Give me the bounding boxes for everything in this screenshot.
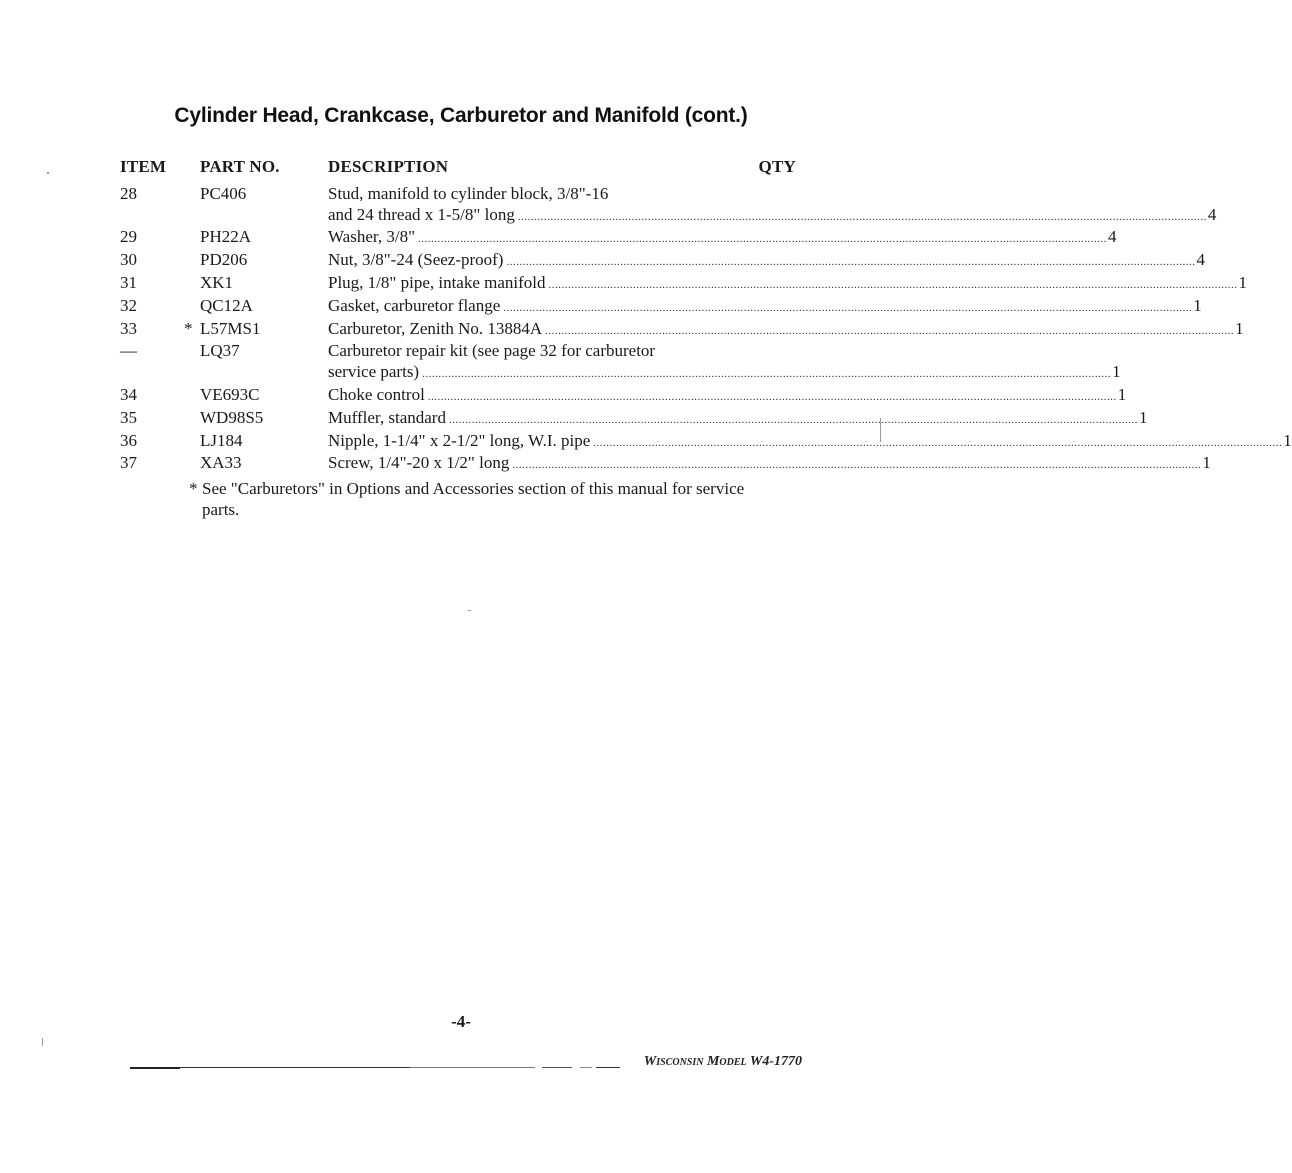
part-number-cell <box>200 431 328 454</box>
description-text: Screw, 1/4"-20 x 1/2" long <box>328 453 510 473</box>
quantity: 1 <box>1202 453 1211 473</box>
part-number: XK1 <box>200 272 234 292</box>
table-row <box>120 250 1205 273</box>
description-text: Nipple, 1-1/4" x 2-1/2" long, W.I. pipe <box>328 430 591 450</box>
item-number: 35 <box>120 407 137 427</box>
description-cell <box>328 250 1205 273</box>
footer-divider <box>596 1067 620 1068</box>
dot-leader <box>512 455 1201 476</box>
footer-divider <box>130 1067 180 1069</box>
part-number: LQ37 <box>200 341 240 361</box>
quantity: 1 <box>1283 430 1292 450</box>
scan-speck <box>47 172 49 174</box>
parts-table <box>120 157 1292 476</box>
description-line <box>328 341 1121 362</box>
description-cell <box>328 453 1211 476</box>
part-number-cell <box>200 250 328 273</box>
description-text: Gasket, carburetor flange <box>328 295 501 315</box>
part-number-cell <box>184 318 328 342</box>
description-line <box>328 184 1216 205</box>
column-header-item: ITEM <box>120 157 167 176</box>
description-text: Muffler, standard <box>328 407 446 427</box>
description-line <box>328 296 1202 319</box>
table-row <box>120 384 1127 408</box>
table-row <box>120 295 1202 319</box>
footer-model-label: Wisconsin Model W4-1770 <box>643 1054 802 1069</box>
scan-speck <box>42 1038 43 1046</box>
footnote-asterisk: * <box>184 318 193 338</box>
dot-leader <box>545 321 1234 342</box>
part-number: L57MS1 <box>200 318 261 338</box>
quantity: 4 <box>1196 250 1205 270</box>
description-text: and 24 thread x 1-5/8" long <box>328 204 515 224</box>
description-line <box>328 431 1292 454</box>
quantity: 1 <box>1138 407 1148 427</box>
dot-leader <box>428 387 1117 408</box>
description-line <box>328 408 1147 431</box>
description-cell <box>328 227 1117 250</box>
description-cell <box>328 431 1292 454</box>
part-number: PD206 <box>200 250 248 270</box>
dot-leader <box>422 364 1111 385</box>
description-line <box>328 250 1205 273</box>
part-number-cell <box>200 408 328 431</box>
description-cell <box>328 184 1216 228</box>
part-number: LJ184 <box>200 430 243 450</box>
part-number-cell <box>200 341 328 385</box>
part-number-cell <box>200 453 328 476</box>
description-text: Carburetor, Zenith No. 13884A <box>328 318 543 338</box>
table-row <box>120 430 1292 454</box>
table-body <box>120 183 1292 476</box>
item-number: 30 <box>120 250 137 270</box>
footer-divider <box>180 1067 410 1068</box>
table-row <box>120 227 1117 250</box>
dot-leader <box>418 229 1107 250</box>
page-number: -4- <box>451 1012 471 1031</box>
quantity: 4 <box>1207 204 1217 224</box>
footnote-asterisk: * <box>189 479 198 498</box>
item-number: 31 <box>120 272 137 292</box>
description-text: Stud, manifold to cylinder block, 3/8"-16 <box>328 183 609 203</box>
description-cell <box>328 273 1247 296</box>
item-number: 37 <box>120 453 137 473</box>
item-number: 32 <box>120 295 137 315</box>
page-title: Cylinder Head, Crankcase, Carburetor and Manifold (cont.) <box>174 104 748 127</box>
part-number-cell <box>200 296 328 319</box>
table-row <box>120 453 1211 476</box>
description-text: service parts) <box>328 362 420 382</box>
table-row <box>120 183 1217 228</box>
footer-divider <box>410 1067 535 1068</box>
table-header-row <box>120 157 796 178</box>
description-line <box>328 227 1117 250</box>
description-line <box>328 205 1216 228</box>
description-line <box>328 362 1121 385</box>
part-number-cell <box>200 273 328 296</box>
part-number: QC12A <box>200 295 253 315</box>
item-number: 36 <box>120 430 137 450</box>
quantity: 1 <box>1238 272 1248 292</box>
description-cell <box>328 408 1147 431</box>
description-cell <box>328 341 1121 385</box>
part-number-cell <box>200 184 328 228</box>
description-cell <box>328 385 1126 408</box>
footer-divider <box>542 1067 572 1068</box>
quantity: 1 <box>1193 295 1202 315</box>
description-text: Carburetor repair kit (see page 32 for carburetor <box>328 341 656 361</box>
description-text: Nut, 3/8"-24 (Seez-proof) <box>328 250 504 270</box>
column-header-part-no: PART NO. <box>200 157 280 176</box>
item-number: — <box>120 341 137 361</box>
column-header-qty: QTY <box>758 157 796 176</box>
part-number: WD98S5 <box>200 407 264 427</box>
dot-leader <box>518 207 1207 228</box>
description-line <box>328 385 1126 408</box>
part-number: PC406 <box>200 183 247 203</box>
footnote <box>189 478 749 520</box>
table-row <box>120 318 1244 342</box>
part-number: XA33 <box>200 453 242 473</box>
quantity: 1 <box>1117 384 1127 404</box>
table-row <box>120 407 1148 431</box>
item-number: 29 <box>120 227 137 247</box>
description-line <box>328 453 1211 476</box>
quantity: 1 <box>1112 362 1121 382</box>
description-text: Choke control <box>328 384 425 404</box>
quantity: 1 <box>1235 318 1244 338</box>
dot-leader <box>549 275 1238 296</box>
part-number-cell <box>200 227 328 250</box>
dot-leader <box>449 410 1138 431</box>
description-line <box>328 319 1244 342</box>
description-cell <box>328 296 1202 319</box>
part-number: VE693C <box>200 384 260 404</box>
description-cell <box>328 319 1244 342</box>
column-header-description: DESCRIPTION <box>328 157 449 176</box>
scan-speck <box>880 418 881 442</box>
item-number: 34 <box>120 384 137 404</box>
part-number: PH22A <box>200 227 252 247</box>
part-number-cell <box>200 385 328 408</box>
table-row <box>120 341 1121 385</box>
scan-speck <box>468 610 471 611</box>
dot-leader <box>506 252 1195 273</box>
quantity: 4 <box>1108 227 1117 247</box>
dot-leader <box>593 433 1282 454</box>
item-number: 28 <box>120 183 137 203</box>
description-text: Washer, 3/8" <box>328 227 416 247</box>
description-line <box>328 273 1247 296</box>
footer-divider <box>580 1067 592 1068</box>
footnote-text: See "Carburetors" in Options and Accessories section of this manual for service parts. <box>202 479 745 519</box>
item-number: 33 <box>120 318 137 338</box>
dot-leader <box>503 298 1192 319</box>
table-row <box>120 272 1248 296</box>
description-text: Plug, 1/8" pipe, intake manifold <box>328 272 546 292</box>
